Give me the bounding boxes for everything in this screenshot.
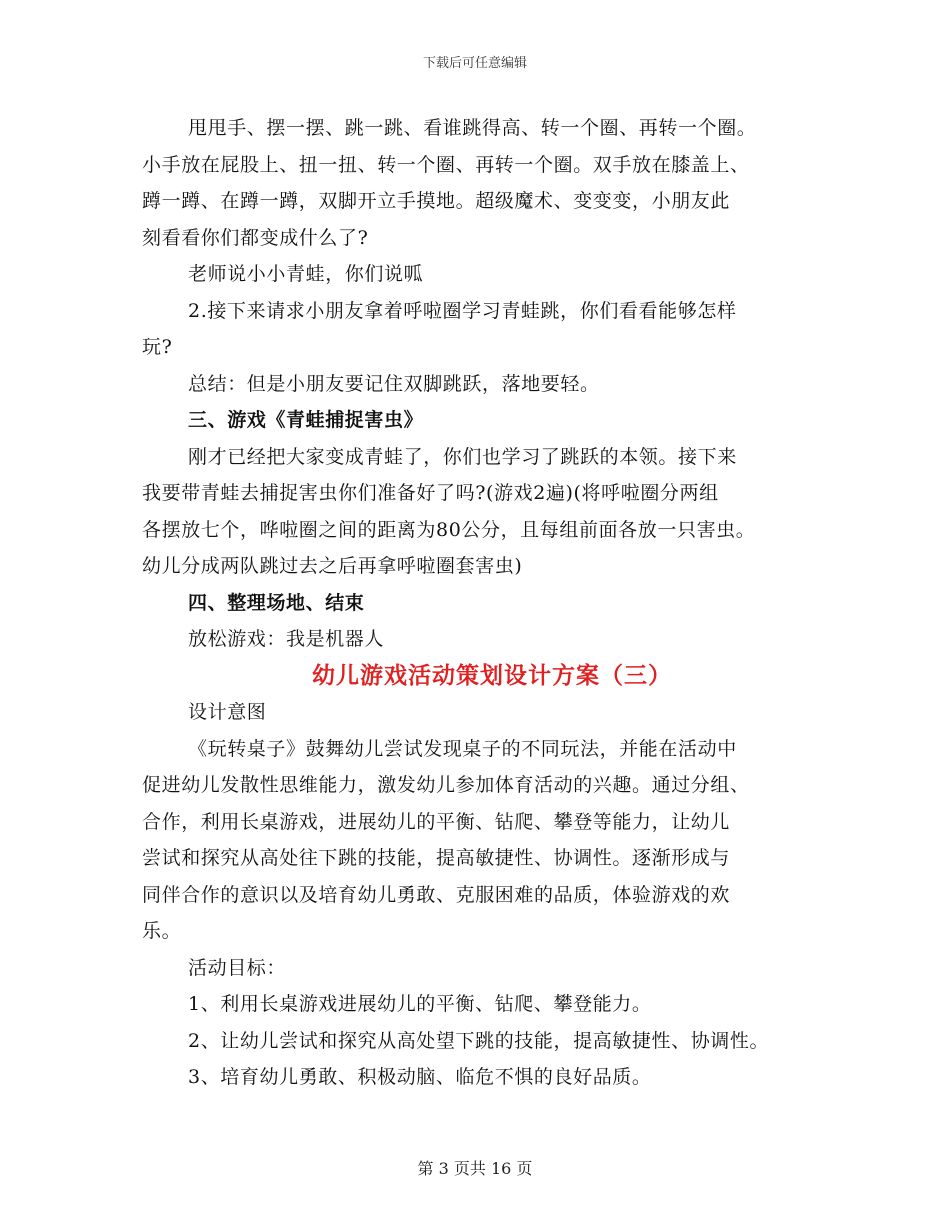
- paragraph-line: 我要带青蛙去捕捉害虫你们准备好了吗?(游戏2遍)(将呼啦圈分两组: [142, 482, 719, 504]
- section-heading: 四、整理场地、结束: [188, 591, 365, 614]
- paragraph-line: 刻看看你们都变成什么了?: [142, 226, 369, 249]
- page-footer: 第 3 页共 16 页: [417, 1159, 533, 1178]
- document-title: 幼儿游戏活动策划设计方案（三）: [312, 661, 672, 689]
- paragraph-line: 小手放在屁股上、扭一扭、转一个圈、再转一个圈。双手放在膝盖上、: [142, 153, 750, 176]
- paragraph-line: 总结：但是小朋友要记住双脚跳跃，落地要轻。: [188, 372, 600, 395]
- paragraph-line: 乐。: [142, 920, 182, 942]
- paragraph-line: 设计意图: [188, 701, 267, 723]
- paragraph-line: 放松游戏：我是机器人: [188, 628, 385, 650]
- paragraph-line: 同伴合作的意识以及培育幼儿勇敢、克服困难的品质，体验游戏的欢: [142, 883, 731, 906]
- page-header: 下载后可任意编辑: [422, 56, 527, 71]
- paragraph-line: 各摆放七个，哗啦圈之间的距离为80公分，且每组前面各放一只害虫。: [142, 518, 756, 541]
- paragraph-line: 《玩转桌子》鼓舞幼儿尝试发现桌子的不同玩法，并能在活动中: [188, 737, 737, 760]
- paragraph-line: 促进幼儿发散性思维能力，激发幼儿参加体育活动的兴趣。通过分组、: [142, 774, 750, 796]
- list-item: 2、让幼儿尝试和探究从高处望下跳的技能，提高敏捷性、协调性。: [188, 1029, 770, 1052]
- list-item: 1、利用长桌游戏进展幼儿的平衡、钻爬、攀登能力。: [188, 993, 652, 1015]
- paragraph-line: 甩甩手、摆一摆、跳一跳、看谁跳得高、转一个圈、再转一个圈。: [188, 117, 757, 139]
- paragraph-line: 蹲一蹲、在蹲一蹲，双脚开立手摸地。超级魔术、变变变，小朋友此: [142, 190, 731, 212]
- paragraph-line: 活动目标：: [188, 956, 287, 979]
- paragraph-line: 尝试和探究从高处往下跳的技能，提高敏捷性、协调性。逐渐形成与: [142, 847, 731, 869]
- paragraph-line: 合作，利用长桌游戏，进展幼儿的平衡、钻爬、攀登等能力，让幼儿: [142, 810, 731, 833]
- list-item: 3、培育幼儿勇敢、积极动脑、临危不惧的良好品质。: [188, 1066, 652, 1088]
- paragraph-line: 幼儿分成两队跳过去之后再拿呼啦圈套害虫): [142, 555, 523, 577]
- section-heading: 三、游戏《青蛙捕捉害虫》: [188, 409, 424, 431]
- paragraph-line: 玩?: [142, 336, 173, 358]
- paragraph-line: 刚才已经把大家变成青蛙了，你们也学习了跳跃的本领。接下来: [188, 445, 737, 468]
- paragraph-line: 老师说小小青蛙，你们说呱: [188, 263, 424, 285]
- paragraph-line: 2.接下来请求小朋友拿着呼啦圈学习青蛙跳，你们看看能够怎样: [188, 299, 737, 322]
- document-body: [142, 110, 822, 1096]
